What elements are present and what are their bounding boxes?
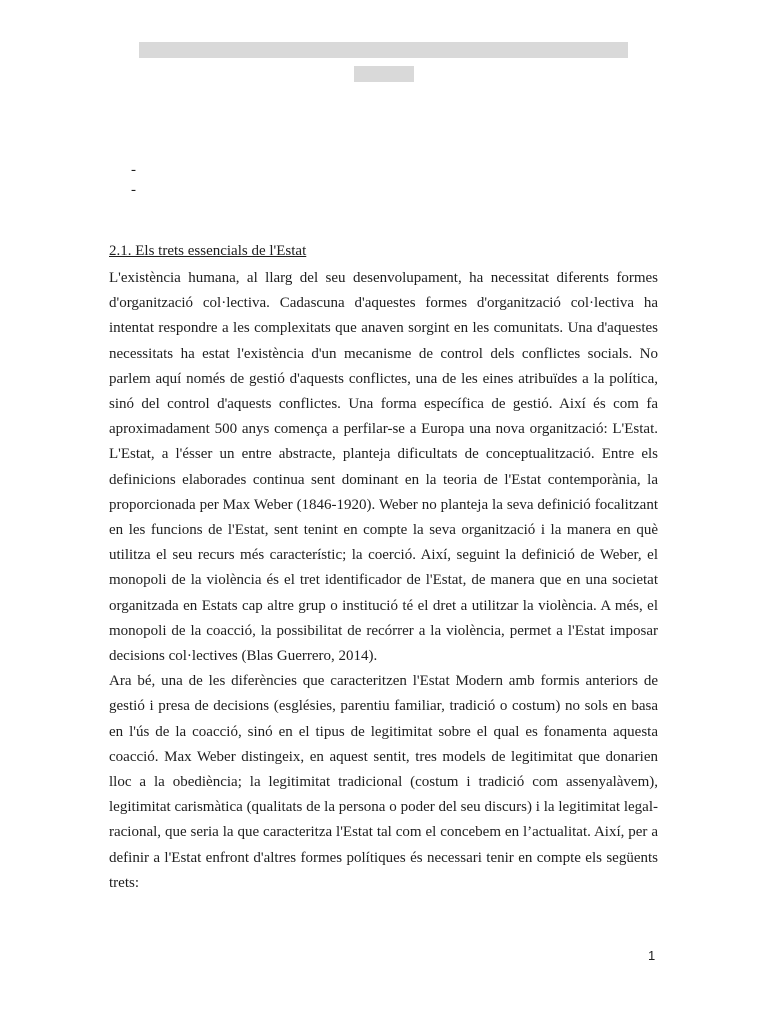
list-dash-2: - <box>131 182 136 198</box>
redacted-title-bar <box>139 42 628 58</box>
page-number: 1 <box>648 948 656 963</box>
list-dash-1: - <box>131 162 136 178</box>
section-heading: 2.1. Els trets essencials de l'Estat <box>109 243 307 259</box>
paragraph-1: L'existència humana, al llarg del seu desenvolupament, ha necessitat diferents formes d'organització col·lectiva. Cadascuna d'aquestes formes d'organització col·lectiva ha intentat respondre a les complexitats que anaven sorgint en les comunitats. Una d'aquestes necessitats ha estat l'existència d'un mecanisme de control dels conflictes socials. No parlem aquí només de gestió d'aquests conflictes, una de les eines atribuïdes a la política, sinó del control d'aquests conflictes. Una forma específica de gestió. Així és com fa aproximadament 500 anys comença a perfilar-se a Europa una nova organització: L'Estat. L'Estat, a l'ésser un entre abstracte, planteja dificultats de conceptualització. Entre els definicions elaborades continua sent dominant en la teoria de l'Estat contemporània, la proporcionada per Max Weber (1846-1920). Weber no planteja la seva definició focalitzant en les funcions de l'Estat, sent tenint en compte la seva organització i la manera en què utilitza el seu recurs més característic; la coerció. Així, seguint la definició de Weber, el monopoli de la violència és el tret identificador de l'Estat, de manera que en una societat organitzada en Estats cap altre grup o institució té el dret a utilitzar la violència. A més, el monopoli de la coacció, la possibilitat de recórrer a la violència, permet a l'Estat imposar decisions col·lectives (Blas Guerrero, 2014). <box>109 270 658 665</box>
paragraph-2: Ara bé, una de les diferències que caracteritzen l'Estat Modern amb formis anteriors de gestió i presa de decisions (esglésies, parentiu familiar, tradició o costum) no sols en basa en l'ús de la coacció, sinó en el tipus de legitimitat sobre el qual es fonamenta aquesta coacció. Max Weber distingeix, en aquest sentit, tres models de legitimitat que donarien lloc a la obediència; la legitimitat tradicional (costum i tradició com assenyalàvem), legitimitat carismàtica (qualitats de la persona o poder del seu discurs) i la legitimitat legal-racional, que seria la que caracteritza l'Estat tal com el concebem en l’actualitat. Així, per a definir a l'Estat enfront d'altres formes polítiques és necessari tenir en compte els següents trets: <box>109 673 658 891</box>
body-text <box>109 266 658 896</box>
redacted-subtitle-bar <box>354 66 414 82</box>
